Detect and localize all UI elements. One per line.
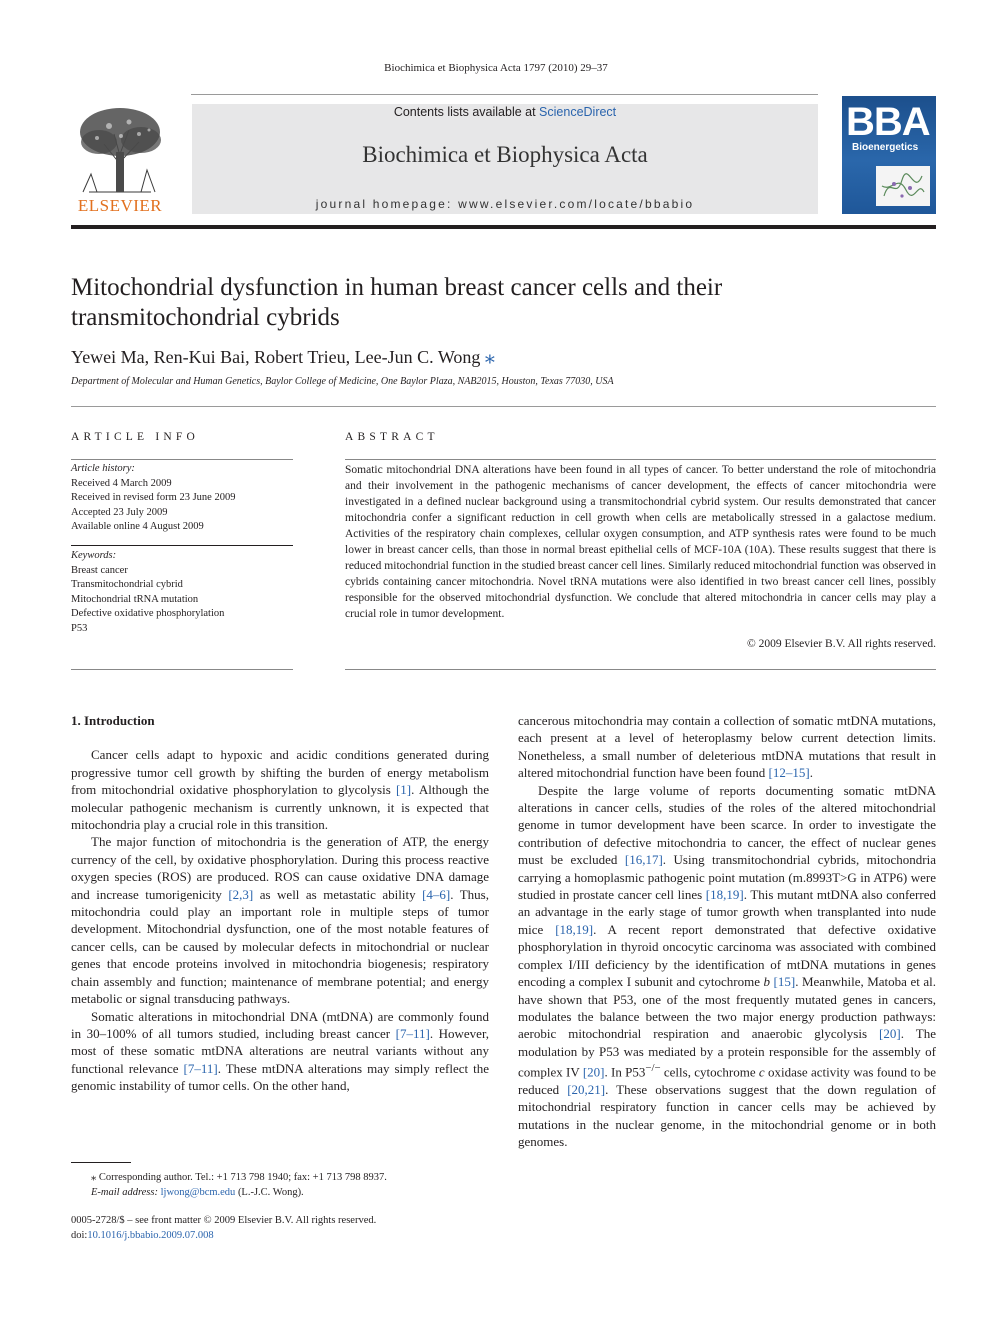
text-run: . These observations suggest that the down regulation of mitochondrial respiratory function in cancer cells may be achieved by mutations in the nuclear genome, in the mitochondrial genome or in both genomes. [518, 1081, 936, 1150]
text-run: The major function of mitochondria is the generation of ATP, the energy currency of the cell, by oxidative phosphorylation. During this process reactive oxygen species (ROS) are produced. ROS can cause oxidative DNA damage and increase tumorigenicity [71, 834, 489, 902]
reference-link[interactable]: [1] [395, 782, 412, 798]
journal-name: Biochimica et Biophysica Acta [362, 142, 648, 167]
article-info-heading: ARTICLE INFO [71, 431, 199, 443]
text-run: . Meanwhile, Matoba et al. have shown that P53, one of the most frequently mutated genes in cancers, modulates the balance between the two major energy production pathways: aerobic mitochondrial respiration and anaerobic glycolysis [518, 974, 936, 1042]
journal-homepage-link[interactable]: journal homepage: www.elsevier.com/locate/bbabio [315, 197, 695, 211]
keywords-label: Keywords: [71, 550, 117, 561]
reference-link[interactable]: [20,21] [567, 1081, 606, 1097]
keyword-item: Defective oxidative phosphorylation [71, 608, 225, 619]
italic-text: c [758, 1064, 765, 1080]
paragraph [71, 746, 489, 833]
front-matter [71, 1214, 491, 1243]
text-run: . The modulation by P53 was mediated by a protein responsible for the assembly of complex IV [518, 1026, 936, 1080]
text-run: Somatic alterations in mitochondrial DNA (mtDNA) are commonly found in 30–100% of all tumors studied, including breast cancer [71, 1008, 489, 1041]
issn-line: 0005-2728/$ – see front matter © 2009 Elsevier B.V. All rights reserved. [71, 1215, 377, 1226]
paragraph [518, 712, 936, 782]
reference-link[interactable]: [4–6] [422, 886, 451, 902]
header-rule [191, 94, 818, 95]
history-received: Received 4 March 2009 [71, 477, 172, 489]
abstract-end-rule [345, 669, 936, 670]
reference-link[interactable]: [2,3] [228, 886, 254, 902]
reference-link[interactable]: [12–15] [768, 765, 810, 781]
superscript: −/− [645, 1062, 661, 1075]
text-run: . Although the molecular pathogenic mechanism is currently unknown, it is expected that mitochondria play a crucial role in this transition. [71, 782, 489, 833]
section-heading: 1. Introduction [71, 713, 155, 728]
protein-structure-icon [876, 166, 930, 206]
keywords-rule [71, 545, 293, 546]
cover-title: BBA [846, 100, 930, 144]
article-info-rule [71, 459, 293, 460]
history-label: Article history: [71, 463, 135, 474]
email-label: E-mail address: [91, 1187, 158, 1198]
text-run: . These mtDNA alterations may simply reflect the genomic instability of tumor cells. On the other hand, [71, 1060, 489, 1094]
text-run: . A recent report demonstrated that defective oxidative phosphorylation in thyroid oncocytic carcinoma was associated with combined complex I/III deficiency by the identification of mtDNA mutations in genes encoding a complex I subunit and cytochrome [518, 921, 937, 990]
text-run: . [809, 765, 813, 781]
text-run: cancerous mitochondria may contain a collection of somatic mtDNA mutations, each present at a level of heteroplasmy below current detection limits. Nonetheless, a small number of deleterious mtDNA mutations that result in altered mitochondrial function have been found [518, 713, 936, 781]
paragraph [71, 833, 489, 1007]
journal-cover [842, 96, 936, 214]
history-revised: Received in revised form 23 June 2009 [71, 492, 236, 503]
body-column-right [518, 712, 936, 1150]
reference-link[interactable]: [7–11] [183, 1060, 218, 1076]
corresponding-footnote [71, 1170, 491, 1200]
article-info-end-rule [71, 669, 293, 670]
reference-link[interactable]: [7–11] [395, 1025, 430, 1041]
reference-link[interactable]: [18,19] [705, 887, 744, 903]
email-suffix: (L.-J.C. Wong). [235, 1187, 304, 1198]
corresponding-author-mark[interactable]: ⁎ [484, 346, 495, 368]
reference-link[interactable]: [20] [879, 1026, 901, 1042]
history-online: Available online 4 August 2009 [71, 521, 204, 532]
authors-names: Yewei Ma, Ren-Kui Bai, Robert Trieu, Lee-Jun C. Wong [71, 347, 481, 367]
footnote-text: Corresponding author. Tel.: +1 713 798 1940; fax: +1 713 798 8937. [96, 1172, 387, 1183]
text-run: . Thus, mitochondria could play an important role in multiple steps of tumor development. Mitochondrial dysfunction, one of the most notable features of cancer cells, can be caused by molecular defects in mitochondrial or nuclear genes that encode proteins involved in mitochondria biogenesis; respiratory chain assembly and function; maintenance of membrane potential; and energy metabolic or signal transducing pathways. [71, 886, 489, 1007]
keyword-item: P53 [71, 622, 88, 634]
elsevier-tree-icon [69, 104, 171, 196]
footnote-rule [71, 1162, 131, 1163]
footnote-email-line [71, 1185, 491, 1200]
text-run: . This mutant mtDNA also conferred an advantage in the early stage of tumor growth when transplanted into nude mice [518, 887, 936, 937]
article-title: Mitochondrial dysfunction in human breast cancer cells and their transmitochondrial cybrids [71, 274, 723, 331]
journal-citation: Biochimica et Biophysica Acta 1797 (2010) 29–37 [384, 62, 608, 74]
italic-text: b [763, 974, 771, 990]
abstract-text: Somatic mitochondrial DNA alterations have been found in all types of cancer. To better understand the role of mitochondria and their involvement in the pathogenic mechanisms of cancer development, the effects of cancer mitochondria were investigated in a defined nuclear background using a transmitochondrial cybrid system. Our results demonstrated that cancer mitochondria confer a significant reduction in cell growth when cells are metabolically stressed in a galactose medium. Activities of the respiratory chain complexes, cellular oxygen consumption, and ATP synthesis rates were found to be much lower in breast cancer cells, than those in normal breast epithelial cells of MCF-10A (10A). These results suggest that there is reduced mitochondrial function in the studied breast cancer cell lines. Similarly reduced mitochondrial function was observed in cybrids containing cancer mitochondria. Novel tRNA mutations were also identified in two breast cancer cell lines, possibly responsible for the observed mitochondrial dysfunction. We conclude that altered mitochondria in cancer cells may play a crucial role in tumor development. [345, 464, 936, 620]
masthead-rule [71, 225, 936, 229]
author-list [71, 344, 495, 369]
article-history [71, 462, 293, 535]
reference-link[interactable]: [15] [773, 974, 796, 990]
doi-link[interactable]: 10.1016/j.bbabio.2009.07.008 [87, 1229, 214, 1241]
footnote-mark: ⁎ [91, 1172, 97, 1183]
text-run: Cancer cells adapt to hypoxic and acidic conditions generated during progressive tumor cell growth by shifting the burden of energy metabolism from mitochondrial oxidative phosphorylation to glycolysis [71, 747, 489, 798]
reference-link[interactable]: [18,19] [555, 921, 594, 937]
doi-line [71, 1229, 491, 1244]
abstract-copyright: © 2009 Elsevier B.V. All rights reserved. [747, 638, 936, 650]
reference-link[interactable]: [20] [582, 1064, 605, 1080]
cover-subtitle: Bioenergetics [852, 142, 919, 153]
paragraph [71, 1008, 489, 1095]
email-link[interactable]: ljwong@bcm.edu [160, 1187, 236, 1198]
text-run: Despite the large volume of reports documenting somatic mtDNA alterations in cancer cells, studies of the roles of the altered mitochondrial genome in tumor development have been scarce. In order to investigate the contribution of defective mitochondria to cancer, the effect of nuclear genes must be excluded [518, 782, 936, 868]
keyword-item: Mitochondrial tRNA mutation [71, 593, 199, 605]
text-run: . In P53 [604, 1064, 646, 1080]
footnote-corresponding [71, 1170, 491, 1185]
keyword-item: Transmitochondrial cybrid [71, 579, 183, 590]
keywords-block [71, 549, 293, 636]
text-run: oxidase activity was found to be reduced [518, 1064, 936, 1097]
contents-line [192, 105, 818, 119]
doi-prefix: doi: [71, 1229, 88, 1241]
text-run: cells, cytochrome [660, 1064, 759, 1080]
paragraph [518, 782, 936, 1151]
sciencedirect-link[interactable]: ScienceDirect [539, 105, 617, 119]
history-accepted: Accepted 23 July 2009 [71, 506, 168, 518]
keyword-item: Breast cancer [71, 564, 128, 576]
abstract-rule [345, 459, 936, 460]
author-affiliation: Department of Molecular and Human Genetics, Baylor College of Medicine, One Baylor Plaza, NAB2015, Houston, Texas 77030, USA [71, 376, 614, 387]
reference-link[interactable]: [16,17] [624, 852, 663, 868]
title-rule [71, 406, 936, 407]
text-run: as well as metastatic ability [253, 886, 423, 902]
contents-prefix: Contents lists available at [393, 105, 540, 119]
elsevier-wordmark: ELSEVIER [77, 196, 163, 215]
text-run: . However, most of these somatic mtDNA alterations are neutral variants without any functional relevance [71, 1025, 489, 1076]
abstract-heading: ABSTRACT [345, 431, 439, 443]
body-column-left [71, 712, 489, 1095]
cover-image [876, 166, 930, 206]
text-run: . Using transmitochondrial cybrids, mitochondria carrying a homoplasmic pathogenic point mutation (m.8993T>G in ATP6) were studied in prostate cancer cell lines [518, 852, 936, 903]
